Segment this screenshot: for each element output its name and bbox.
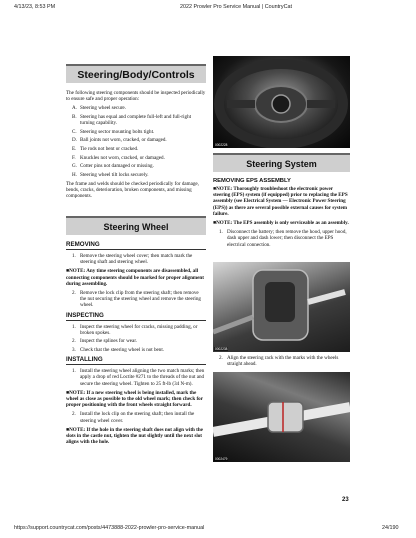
installing-steps-cont xyxy=(66,411,206,423)
list-item: B. Steering has equal and complete full-left and full-right turning capability. xyxy=(72,114,192,127)
list-item: C. Steering sector mounting bolts tight. xyxy=(72,128,155,135)
steering-wheel-procedures xyxy=(66,238,206,448)
note-new-wheel: ■NOTE: If a new steering wheel is being installed, mark the wheel as close as possible to the old wheel mark; then check for proper positioning with the front wheels straight forward. xyxy=(66,389,203,409)
list-item: 1. Disconnect the battery; then remove the hood, upper hood, dash upper and dash lower; then disconnect the EPS electrical connection. xyxy=(219,229,347,248)
inspecting-heading: INSPECTING xyxy=(66,312,206,321)
eps-connection-photo xyxy=(213,262,350,352)
photo-caption: 0002228 xyxy=(215,143,228,147)
print-url: https://support.countrycat.com/posts/4473888-2022-prowler-pro-service-manual xyxy=(14,525,205,531)
photo-caption: 0002479 xyxy=(215,457,228,461)
section-title-steering-system: Steering System xyxy=(213,153,350,172)
eps-steps xyxy=(213,229,350,248)
eps-unit-illustration xyxy=(213,262,350,352)
list-item: A. Steering wheel secure. xyxy=(72,105,126,112)
list-item: E. Tie rods not bent or cracked. xyxy=(72,145,139,152)
list-item: D. Ball joints not worn, cracked, or damaged. xyxy=(72,137,167,144)
steering-rack-illustration xyxy=(213,372,350,462)
page-number: 23 xyxy=(342,497,349,503)
section-title-steering-wheel: Steering Wheel xyxy=(66,216,206,235)
eps-step-2 xyxy=(213,355,350,370)
list-item: 2. Install the lock clip on the steering shaft; then install the steering wheel cover. xyxy=(72,411,195,424)
steering-rack-photo xyxy=(213,372,350,462)
removing-steps xyxy=(66,253,206,265)
list-item: 1. Inspect the steering wheel for cracks, missing padding, or broken spokes. xyxy=(72,323,198,336)
left-column xyxy=(66,90,206,203)
eps-procedure xyxy=(213,175,350,251)
list-item: 2. Inspect the splines for wear. xyxy=(72,338,138,345)
intro-text: The following steering components should be inspected periodically to ensure safe and proper operation: xyxy=(66,90,206,103)
print-timestamp: 4/13/23, 8:53 PM xyxy=(14,4,56,10)
list-item: 1. Install the steering wheel aligning the two match marks; then apply a drop of red Loctite #271 to the threads of the nut and secure the steering wheel. Tighten to 25 ft-lb (34 N-m). xyxy=(72,368,205,387)
eps-heading: REMOVING EPS ASSEMBLY xyxy=(213,178,291,184)
print-page-title: 2022 Prowler Pro Service Manual | CountryCat xyxy=(180,4,292,10)
list-item: 2. Remove the lock clip from the steering shaft; then remove the nut securing the steering wheel and remove the steering wheel. xyxy=(72,290,201,309)
removing-heading: REMOVING xyxy=(66,241,206,250)
list-item: F. Knuckles not worn, cracked, or damaged. xyxy=(72,154,165,161)
inspecting-steps xyxy=(66,324,206,354)
list-item: 3. Check that the steering wheel is not bent. xyxy=(72,347,165,354)
list-item: 1. Remove the steering wheel cover; then match mark the steering shaft and steering wheel. xyxy=(72,253,193,266)
list-item: 2. Align the steering rack with the marks with the wheels straight ahead. xyxy=(219,355,339,368)
eps-steps-cont xyxy=(213,355,350,367)
steering-wheel-illustration xyxy=(213,56,350,148)
note-castle-nut: ■NOTE: If the hole in the steering shaft does not align with the slots in the castle nut, tighten the nut slightly until the next slot aligns with the hole. xyxy=(66,426,203,446)
note-disassembly: ■NOTE: Any time steering components are disassembled, all connecting components should be marked for proper alignment during assembling. xyxy=(66,268,204,287)
list-item: G. Cotter pins not damaged or missing. xyxy=(72,163,154,170)
photo-caption: 0002238 xyxy=(215,347,228,351)
installing-steps xyxy=(66,368,206,387)
list-item: H. Steering wheel tilt locks securely. xyxy=(72,171,149,178)
removing-steps-cont xyxy=(66,290,206,309)
check-list xyxy=(66,105,206,178)
steering-wheel-photo xyxy=(213,56,350,148)
print-page-count: 24/190 xyxy=(382,525,399,531)
section-title-steering-body-controls: Steering/Body/Controls xyxy=(66,64,206,83)
note-eps-assembly: ■NOTE: The EPS assembly is only serviceable as an assembly. xyxy=(213,220,349,227)
installing-heading: INSTALLING xyxy=(66,356,206,365)
frame-text: The frame and welds should be checked periodically for damage, bends, cracks, deterioration, broken components, and missing components. xyxy=(66,180,199,200)
note-eps-troubleshoot: ■NOTE: Thoroughly troubleshoot the electronic power steering (EPS) system (if equipped) prior to replacing the EPS assembly (see Electrical System — Electronic Power Steering (EPS)) as there are several possible external causes for system failure. xyxy=(213,186,348,217)
